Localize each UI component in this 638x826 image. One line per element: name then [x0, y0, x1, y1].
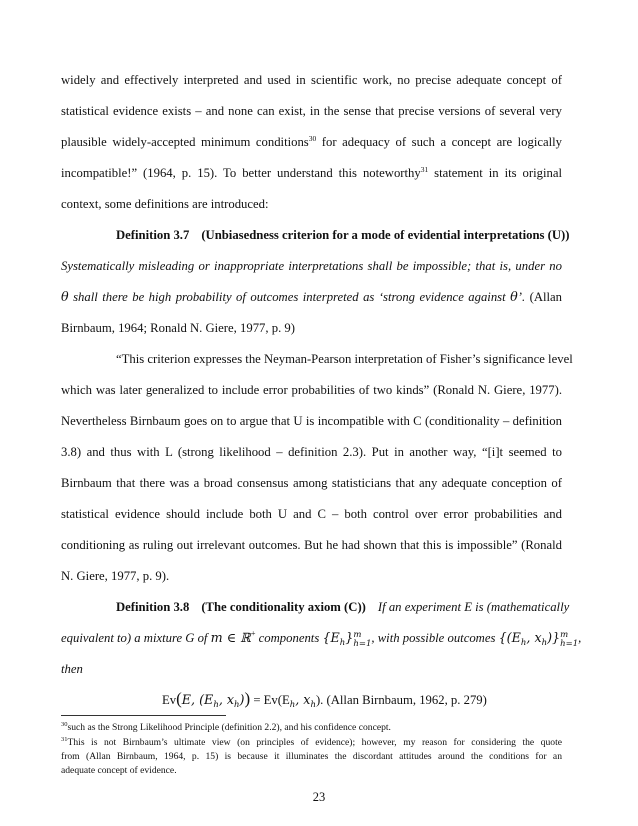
body-line-7: Systematically misleading or inappropriate interpretations shall be impossible; that is, under no	[61, 259, 562, 273]
math-subscript: h	[541, 638, 548, 648]
text-run: plausible widely-accepted minimum conditions	[61, 135, 309, 149]
math-m-in-reals: m ∈ ℝ	[210, 630, 251, 645]
math-set-open: {(E	[498, 630, 521, 645]
text-run: equivalent to) a mixture G of	[61, 631, 211, 645]
footnote-31-line-2: from (Allan Birnbaum, 1964, p. 15) is because it illuminates the discordant attitudes around the conditions for an	[61, 751, 562, 762]
definition-3-8-heading	[116, 599, 570, 615]
theta-symbol: θ	[61, 289, 69, 304]
math-upper-limit: m	[353, 630, 362, 640]
body-line-5: context, some definitions are introduced:	[61, 197, 269, 211]
footnote-31-line-3: adequate concept of evidence.	[61, 765, 177, 776]
body-line-1: widely and effectively interpreted and used in scientific work, no precise adequate concept of	[61, 73, 562, 87]
body-line-17: N. Giere, 1977, p. 9).	[61, 569, 170, 583]
body-line-19	[61, 628, 582, 649]
footnote-31-line-1	[61, 736, 562, 749]
math-set-open: {E	[322, 630, 340, 645]
conditionality-equation	[162, 690, 487, 709]
math-text: , x	[218, 692, 235, 707]
body-line-8	[61, 289, 562, 305]
math-ev: Ev	[162, 693, 177, 707]
body-line-3	[61, 134, 562, 150]
citation: (Allan	[525, 290, 563, 304]
page-number: 23	[312, 790, 326, 804]
math-equals: = Ev(E	[250, 693, 290, 707]
math-subscript: h	[213, 700, 219, 710]
math-subscript: h	[289, 700, 296, 710]
text-run: components	[255, 631, 323, 645]
body-line-16: conditioning as ruling out irrelevant outcomes. But he had shown that this is impossible” (Ronald	[61, 538, 562, 552]
math-lower-limit: h=1	[560, 639, 579, 649]
text-run: ,	[578, 631, 582, 645]
math-upper-limit: m	[560, 630, 569, 640]
footnote-number: 31	[61, 736, 68, 743]
math-subscript: h	[520, 638, 527, 648]
text-run: for adequacy of such a concept are logically	[316, 135, 563, 149]
body-line-2: statistical evidence exists – and none can exist, in the sense that precise versions of several very	[61, 104, 562, 118]
math-paren-close: )	[244, 689, 251, 708]
math-subscript: h	[339, 638, 346, 648]
definition-title: (The conditionality axiom (C))	[201, 600, 366, 614]
math-paren-open: (	[176, 689, 182, 708]
footnote-ref-30[interactable]: 30	[308, 134, 317, 143]
body-line-20: then	[61, 662, 83, 676]
math-plus: +	[250, 628, 256, 638]
body-line-15: statistical evidence should include both U and C – both control over error probabilities and	[61, 507, 562, 521]
definition-3-7-heading	[116, 227, 570, 243]
body-line-13: 3.8) and thus with L (strong likelihood – definition 2.3). Put in another way, “[i]t seemed to	[61, 445, 562, 459]
footnote-divider	[61, 715, 226, 716]
definition-number: Definition 3.7	[116, 228, 190, 242]
footnote-30	[61, 721, 562, 734]
body-line-14: Birnbaum that there was a broad consensus among statisticians that any adequate conception of	[61, 476, 562, 490]
math-text: ).	[315, 693, 324, 707]
text-run: statement in its original	[428, 166, 562, 180]
definition-number: Definition 3.8	[116, 600, 190, 614]
math-subscript: h	[234, 700, 240, 710]
math-lower-limit: h=1	[353, 639, 372, 649]
footnote-number: 30	[61, 721, 68, 728]
theta-symbol: θ	[510, 289, 518, 304]
math-subscript: h	[310, 700, 316, 710]
definition-text: If an experiment E is (mathematically	[377, 600, 570, 614]
text-run: , with possible outcomes	[371, 631, 499, 645]
body-line-9: Birnbaum, 1964; Ronald N. Giere, 1977, p. 9)	[61, 321, 295, 335]
math-set-close: }	[345, 630, 354, 645]
text-run: shall there be high probability of outcomes interpreted as ‘strong evidence against	[68, 290, 511, 304]
body-line-12: Nevertheless Birnbaum goes on to argue that U is incompatible with C (conditionality – definition	[61, 414, 562, 428]
body-line-11: which was later generalized to include error probabilities of two kinds” (Ronald N. Giere, 1977).	[61, 383, 562, 397]
body-line-10: “This criterion expresses the Neyman-Pearson interpretation of Fisher’s significance level	[116, 352, 573, 366]
footnote-ref-31[interactable]: 31	[420, 165, 429, 174]
math-text: E, (E	[181, 692, 214, 707]
math-paren-close: )	[239, 692, 245, 707]
text-run: incompatible!” (1964, p. 15). To better understand this noteworthy	[61, 166, 421, 180]
math-x: , x	[526, 630, 542, 645]
text-run: ’.	[517, 290, 526, 304]
citation: (Allan Birnbaum, 1962, p. 279)	[323, 693, 487, 707]
definition-title: (Unbiasedness criterion for a mode of evidential interpretations (U))	[201, 228, 570, 242]
body-line-4	[61, 165, 562, 181]
footnote-text: such as the Strong Likelihood Principle (definition 2.2), and his confidence concept.	[67, 722, 391, 733]
math-text: , x	[295, 692, 311, 707]
math-set-close: )}	[547, 630, 561, 645]
footnote-text: This is not Birnbaum’s ultimate view (on principles of evidence); however, my reason for considering the quote	[67, 737, 562, 748]
